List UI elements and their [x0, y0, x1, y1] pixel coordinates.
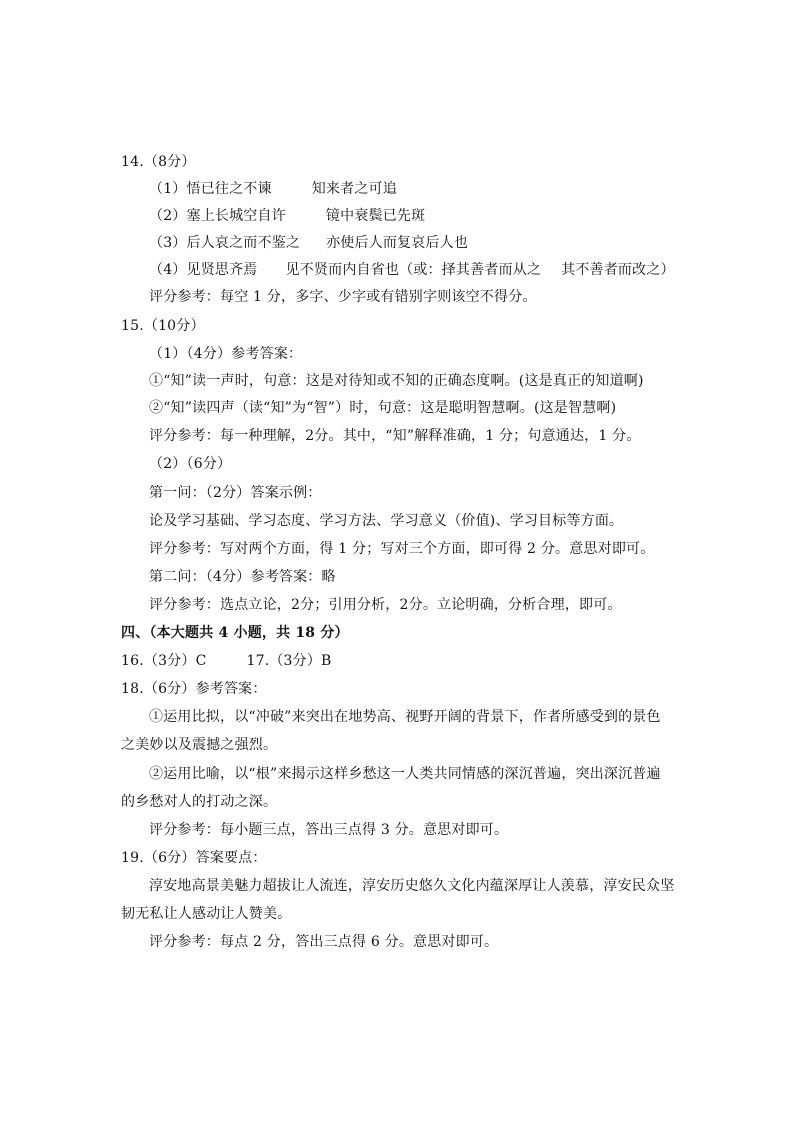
q14-item-2-b: 镜中衰鬓已先斑: [325, 208, 426, 224]
q14-item-3-a: （3）后人哀之而不鉴之: [149, 235, 301, 251]
q18-answer-a-line1: ①运用比拟，以“冲破”来突出在地势高、视野开阔的背景下，作者所感受到的景色: [149, 709, 661, 725]
q18-answer-a-line2: 之美妙以及震撼之强烈。: [121, 737, 278, 753]
q14-item-4-c: 其不善者而改之）: [561, 262, 675, 278]
q15-q1-header: 第一问：（2分）答案示例：: [149, 485, 322, 501]
q14-scoring: 评分参考：每空 1 分，多字、少字或有错别字则该空不得分。: [149, 289, 537, 305]
q14-item-3: [149, 233, 468, 253]
q14-item-1-a: （1）悟已往之不谏: [149, 181, 272, 197]
q15-q1-answer: 论及学习基础、学习态度、学习方法、学习意义（价值)、学习目标等方面。: [149, 513, 624, 529]
q14-item-4-a: （4）见贤思齐焉: [149, 262, 258, 278]
q14-item-2: [149, 206, 425, 226]
q19-header: 19.（6分）答案要点：: [121, 850, 267, 866]
q19-answer-line2: 韧无私让人感动让人赞美。: [121, 906, 292, 922]
q14-item-3-b: 亦使后人而复哀后人也: [326, 235, 469, 251]
q15-q2-scoring: 评分参考：选点立论，2分；引用分析，2分。立论明确，分析合理，即可。: [149, 597, 622, 613]
q14-header: 14.（8分）: [121, 154, 196, 170]
q14-item-1: [149, 179, 397, 199]
q15-header: 15.（10分）: [121, 318, 205, 334]
q19-scoring: 评分参考：每点 2 分，答出三点得 6 分。意思对即可。: [149, 934, 499, 950]
q15-part1-answer-a: ①“知”读一声时，句意：这是对待知或不知的正确态度啊。(这是真正的知道啊): [149, 373, 644, 389]
q15-part1-header: （1）（4分）参考答案：: [149, 346, 303, 362]
q14-item-4: [149, 260, 675, 280]
q15-part1-answer-b: ②“知”读四声（读“知”为“智”）时，句意：这是聪明智慧啊。(这是智慧啊): [149, 400, 617, 416]
q18-header: 18.（6分）参考答案：: [121, 681, 267, 697]
q16-q17-line: [121, 651, 332, 671]
q15-part1-scoring: 评分参考：每一种理解，2分。其中，“知”解释准确，1 分；句意通达，1 分。: [149, 428, 641, 444]
q14-item-1-b: 知来者之可追: [311, 181, 397, 197]
q19-answer-line1: 淳安地高景美魅力超拔让人流连，淳安历史悠久文化内蕴深厚让人羡慕，淳安民众坚: [149, 878, 675, 894]
q15-q1-scoring: 评分参考：写对两个方面，得 1 分；写对三个方面，即可得 2 分。意思对即可。: [149, 541, 655, 557]
q14-item-4-b: 见不贤而内自省也（或：择其善者而从之: [285, 262, 542, 278]
q14-item-2-a: （2）塞上长城空自许: [149, 208, 286, 224]
section-4-header: 四、（本大题共 4 小题，共 18 分）: [121, 625, 349, 641]
q16-answer: 16.（3分）C: [121, 653, 207, 669]
q18-answer-b-line1: ②运用比喻，以“根”来揭示这样乡愁这一人类共同情感的深沉普遍，突出深沉普遍: [149, 766, 661, 782]
q18-answer-b-line2: 的乡愁对人的打动之深。: [121, 794, 278, 810]
q15-q2-header: 第二问：（4分）参考答案：略: [149, 569, 336, 585]
q18-scoring: 评分参考：每小题三点，答出三点得 3 分。意思对即可。: [149, 822, 509, 838]
q17-answer: 17.（3分）B: [246, 653, 332, 669]
q15-part2-header: （2）（6分）: [149, 456, 232, 472]
